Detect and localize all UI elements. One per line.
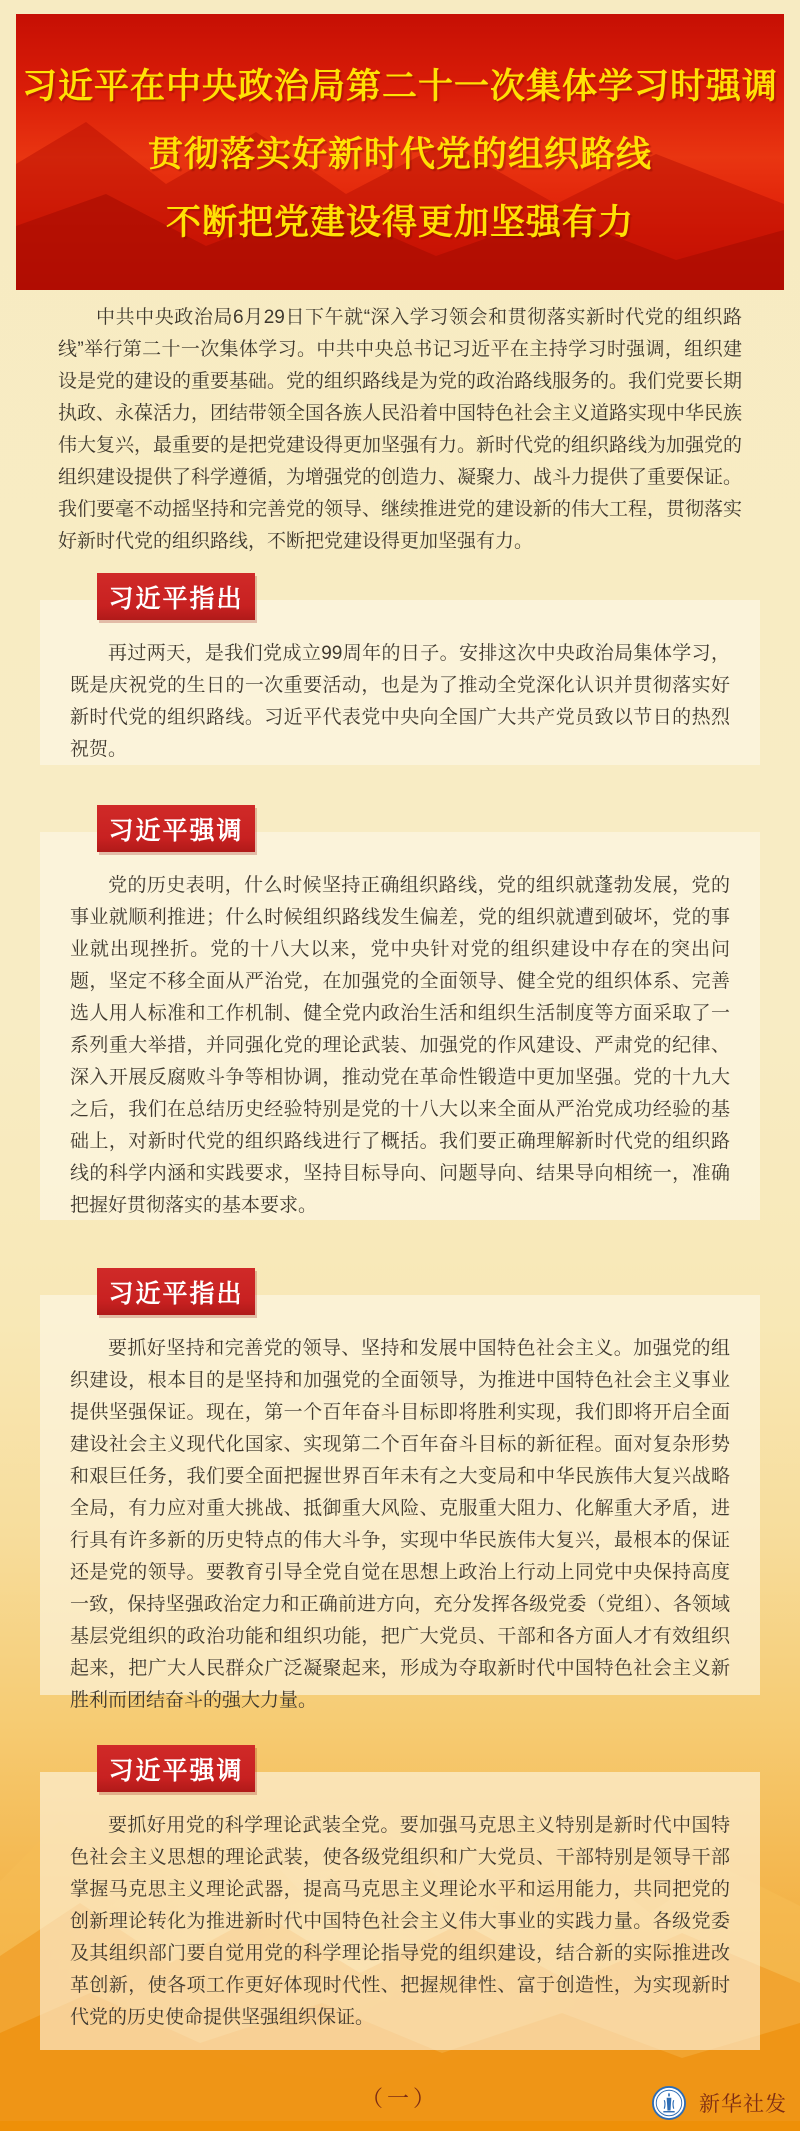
section-badge-xi-stressed-1: 习近平强调 xyxy=(97,805,255,852)
credit-block xyxy=(652,2086,787,2120)
section-badge-xi-pointed-out-2: 习近平指出 xyxy=(97,1268,255,1315)
credit-label: 新华社发 xyxy=(699,2093,787,2116)
headline-line-1: 习近平在中央政治局第二十一次集体学习时强调 xyxy=(21,67,778,106)
section-panel-4 xyxy=(40,1772,760,2050)
xinhua-logo xyxy=(652,2086,686,2120)
section-badge-xi-stressed-2: 习近平强调 xyxy=(97,1745,255,1792)
section-panel-2 xyxy=(40,832,760,1220)
intro-paragraph: 中共中央政治局6月29日下午就“深入学习领会和贯彻落实新时代党的组织路线”举行第二十一次集体学习。中共中央总书记习近平在主持学习时强调，组织建设是党的建设的重要基础。党的组织路线是为党的政治路线服务的。我们党要长期执政、永葆活力，团结带领全国各族人民沿着中国特色社会主义道路实现中华民族伟大复兴，最重要的是把党建设得更加坚强有力。新时代党的组织路线为加强党的组织建设提供了科学遵循，为增强党的创造力、凝聚力、战斗力提供了重要保证。我们要毫不动摇坚持和完善党的领导、继续推进党的建设新的伟大工程，贯彻落实好新时代党的组织路线，不断把党建设得更加坚强有力。 xyxy=(58,307,743,552)
section-text-2: 党的历史表明，什么时候坚持正确组织路线，党的组织就蓬勃发展，党的事业就顺利推进；什么时候组织路线发生偏差，党的组织就遭到破坏，党的事业就出现挫折。党的十八大以来，党中央针对党的组织建设中存在的突出问题，坚定不移全面从严治党，在加强党的全面领导、健全党的组织体系、完善选人用人标准和工作机制、健全党内政治生活和组织生活制度等方面采取了一系列重大举措，并同强化党的理论武装、加强党的作风建设、严肃党的纪律、深入开展反腐败斗争等相协调，推动党在革命性锻造中更加坚强。党的十九大之后，我们在总结历史经验特别是党的十八大以来全面从严治党成功经验的基础上，对新时代党的组织路线进行了概括。我们要正确理解新时代党的组织路线的科学内涵和实践要求，坚持目标导向、问题导向、结果导向相统一，准确把握好贯彻落实的基本要求。 xyxy=(70,875,730,1216)
section-panel-3 xyxy=(40,1295,760,1711)
page-number: （一） xyxy=(360,2086,439,2111)
section-text-4: 要抓好用党的科学理论武装全党。要加强马克思主义特别是新时代中国特色社会主义思想的理论武装，使各级党组织和广大党员、干部特别是领导干部掌握马克思主义理论武器，提高马克思主义理论水平和运用能力，共同把党的创新理论转化为推进新时代中国特色社会主义伟大事业的实践力量。各级党委及其组织部门要自觉用党的科学理论指导党的组织建设，结合新的实际推进改革创新，使各项工作更好体现时代性、把握规律性、富于创造性，为实现新时代党的历史使命提供坚强组织保证。 xyxy=(70,1815,730,2028)
section-badge-xi-pointed-out-1: 习近平指出 xyxy=(97,573,255,620)
headline-line-3: 不断把党建设得更加坚强有力 xyxy=(165,203,634,242)
header-banner xyxy=(16,14,784,290)
headline-line-2: 贯彻落实好新时代党的组织路线 xyxy=(147,135,652,174)
section-text-3: 要抓好坚持和完善党的领导、坚持和发展中国特色社会主义。加强党的组织建设，根本目的是坚持和加强党的全面领导，为推进中国特色社会主义事业提供坚强保证。现在，第一个百年奋斗目标即将胜利实现，我们即将开启全面建设社会主义现代化国家、实现第二个百年奋斗目标的新征程。面对复杂形势和艰巨任务，我们要全面把握世界百年未有之大变局和中华民族伟大复兴战略全局，有力应对重大挑战、抵御重大风险、克服重大阻力、化解重大矛盾，进行具有许多新的历史特点的伟大斗争，实现中华民族伟大复兴，最根本的保证还是党的领导。要教育引导全党自觉在思想上政治上行动上同党中央保持高度一致，保持坚强政治定力和正确前进方向，充分发挥各级党委（党组）、各领域基层党组织的政治功能和组织功能，把广大党员、干部和各方面人才有效组织起来，把广大人民群众广泛凝聚起来，形成为夺取新时代中国特色社会主义新胜利而团结奋斗的强大力量。 xyxy=(70,1338,730,1711)
section-panel-1 xyxy=(40,600,760,765)
bottom-strip xyxy=(0,2121,800,2131)
section-text-1: 再过两天，是我们党成立99周年的日子。安排这次中央政治局集体学习，既是庆祝党的生日的一次重要活动，也是为了推动全党深化认识并贯彻落实好新时代党的组织路线。习近平代表党中央向全国广大共产党员致以节日的热烈祝贺。 xyxy=(70,643,730,760)
